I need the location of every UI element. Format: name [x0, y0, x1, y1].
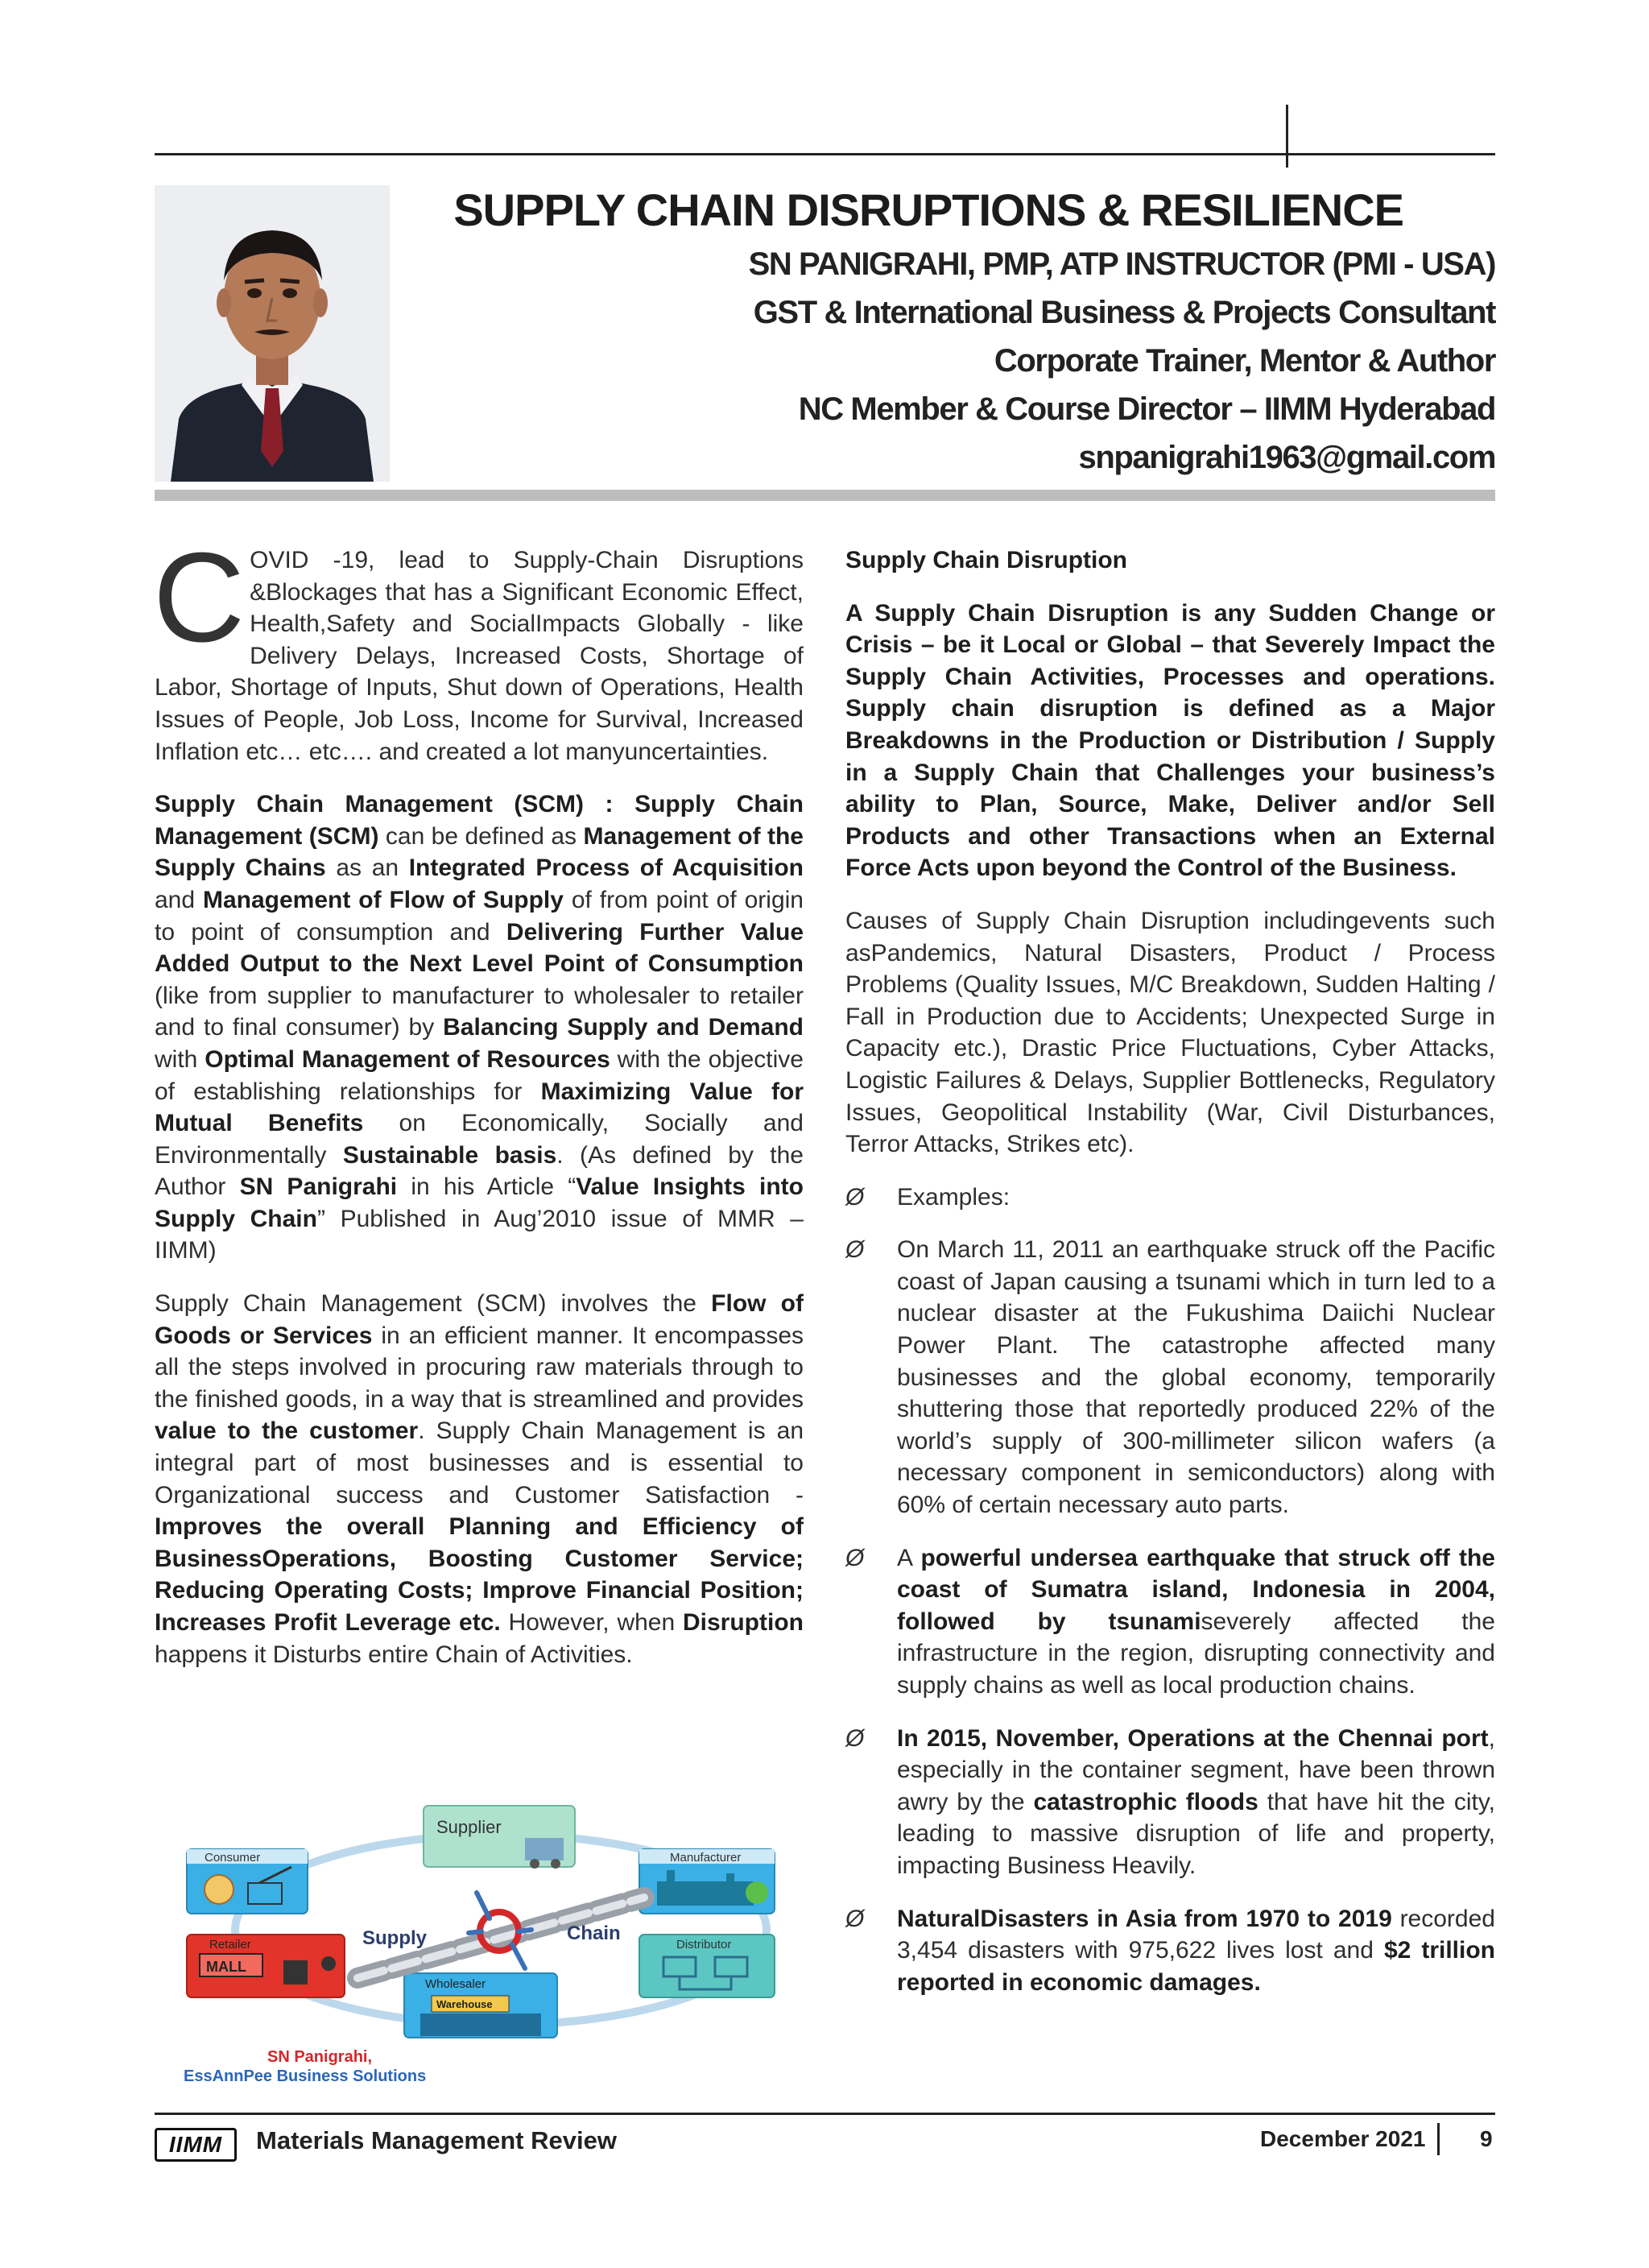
- flow-text-4: However, when: [500, 1609, 683, 1636]
- scm-flow-paragraph: [155, 1288, 804, 1670]
- disruption-heading-text: Supply Chain Disruption: [845, 547, 1127, 573]
- scm-text-4: of from point of origin to point of consumption and: [155, 886, 804, 946]
- supply-chain-diagram: [171, 1802, 815, 2092]
- bullet-mark: Ø: [845, 1183, 865, 1211]
- figure-credit-company: EssAnnPee Business Solutions: [184, 2067, 427, 2085]
- bullet-mark: Ø: [845, 1724, 865, 1752]
- disruption-causes: Causes of Supply Chain Disruption includingevents such asPandemics, Natural Disasters, Product / Process Problems (Quality Issues, M/C Breakdown, Sudden Halting / Fall in Production due to Accidents; Unexpected Surge in Capacity etc.), Drastic Price Fluctuations, Cyber Attacks, Logistic Failures & Delays, Supplier Bottlenecks, Regulatory Issues, Geopolitical Instability (War, Civil Disturbances, Terror Attacks, Strikes etc).: [845, 907, 1495, 1158]
- drop-cap: C: [153, 527, 246, 668]
- scm-bold-2: Management of the Supply Chains: [155, 822, 804, 882]
- scm-text-9: . (As defined by the Author: [155, 1141, 804, 1201]
- figure-credit-name: SN Panigrahi,: [267, 2048, 373, 2066]
- scm-bold-9: Sustainable basis: [342, 1141, 557, 1169]
- wholesaler-label: Wholesaler: [425, 1977, 486, 1991]
- retailer-label: Retailer: [209, 1938, 251, 1951]
- warehouse-sign: Warehouse: [436, 1998, 493, 2010]
- consumer-label: Consumer: [205, 1851, 261, 1864]
- flow-bold-4: Disruption: [683, 1609, 804, 1636]
- article-title: SUPPLY CHAIN DISRUPTIONS & RESILIENCE: [453, 184, 1403, 235]
- wholesaler-node: [404, 1973, 557, 2038]
- asia-bold-2: $2 trillion reported in economic damages.: [897, 1937, 1495, 1996]
- supplier-label: Supplier: [436, 1817, 502, 1837]
- example-sumatra: [845, 1542, 1495, 1702]
- author-role-trainer: Corporate Trainer, Mentor & Author: [994, 343, 1495, 379]
- top-tick-mark: [1286, 105, 1288, 168]
- supplier-node: [424, 1806, 575, 1869]
- iimm-logo: IIMM: [155, 2128, 237, 2162]
- scm-text-5: (like from supplier to manufacturer to wholesaler to retailer and to final consumer) by: [155, 982, 804, 1041]
- flow-text-3: . Supply Chain Management is an integral part of most businesses and is essential to Organizational success and Customer Satisfaction -: [155, 1418, 804, 1509]
- top-rule: [155, 153, 1495, 155]
- author-photo: [155, 185, 390, 482]
- scm-text-2: as an: [325, 855, 409, 882]
- bullet-mark: Ø: [845, 1236, 865, 1264]
- flow-text-5: happens it Disturbs entire Chain of Activities.: [155, 1641, 633, 1668]
- chennai-bold-2: catastrophic floods: [1033, 1788, 1258, 1815]
- right-column: [845, 544, 1495, 2019]
- bullet-mark: Ø: [845, 1544, 865, 1571]
- scm-text-7: with the objective of establishing relationships for: [155, 1045, 804, 1105]
- scm-text-6: with: [155, 1045, 205, 1073]
- intro-text: OVID -19, lead to Supply-Chain Disruptions &Blockages that has a Significant Economic Effect, Health,Safety and SocialImpacts Globally - like Delivery Delays, Increased Costs, Shortage of Labor, Shortage of Inputs, Shut down of Operations, Health Issues of People, Job Loss, Income for Survival, Increased Inflation etc… etc…. and created a lot manyuncertainties.: [155, 547, 804, 765]
- chennai-text-2: that have hit the city, leading to massive disruption of life and property, impacting Business Heavily.: [897, 1788, 1495, 1879]
- asia-text-1: recorded 3,454 disasters with 975,622 lives lost and: [897, 1905, 1495, 1964]
- flow-bold-2: value to the customer: [155, 1418, 419, 1445]
- asia-bold-1: NaturalDisasters in Asia from 1970 to 2019: [897, 1905, 1392, 1932]
- example-japan: [845, 1234, 1495, 1521]
- examples-label: Examples:: [897, 1183, 1010, 1211]
- scm-author-name: SN Panigrahi: [239, 1173, 398, 1201]
- flow-bold-3: Improves the overall Planning and Efficiency of BusinessOperations, Boosting Customer Service; Reducing Operating Costs; Improve Financial Position; Increases Profit Leverage etc.: [155, 1513, 804, 1636]
- disruption-definition-text: A Supply Chain Disruption is any Sudden Change or Crisis – be it Local or Global – that Severely Impact the Supply Chain Activities, Processes and operations. Supply chain disruption is defined as a Major Breakdowns in the Production or Distribution / Supply in a Supply Chain that Challenges your business’s ability to Plan, Source, Make, Deliver and/or Sell Products and other Transactions when an External Force Acts upon beyond the Control of the Business.: [845, 599, 1495, 882]
- scm-bold-7: Optimal Management of Resources: [205, 1045, 610, 1073]
- scm-text-3: and: [155, 886, 203, 913]
- disruption-definition: [845, 598, 1495, 884]
- scm-bold-3: Integrated Process of Acquisition: [408, 855, 804, 882]
- scm-bold-8: Maximizing Value for Mutual Benefits: [155, 1078, 804, 1137]
- distributor-label: Distributor: [676, 1938, 732, 1951]
- example-asia-disasters: [845, 1903, 1495, 1999]
- scm-bold-5: Delivering Further Value Added Output to the Next Level Point of Consumption: [155, 918, 804, 978]
- scm-text-1: can be defined as: [378, 822, 584, 850]
- consumer-node: [187, 1849, 308, 1914]
- footer-rule: [155, 2113, 1495, 2115]
- retailer-node: [187, 1935, 345, 1997]
- author-role-director: NC Member & Course Director – IIMM Hyderabad: [798, 391, 1495, 427]
- issue-date: December 2021: [1260, 2126, 1426, 2151]
- scm-term: Supply Chain Management (SCM) : Supply Chain Management (SCM): [155, 791, 804, 850]
- scm-bold-6: Balancing Supply and Demand: [443, 1014, 804, 1041]
- disruption-heading: [845, 544, 1495, 577]
- sumatra-bold: powerful undersea earthquake that struck off the coast of Sumatra island, Indonesia in 2004, followed by tsunami: [897, 1544, 1495, 1635]
- scm-text-8: on Economically, Socially and Environmentally: [155, 1110, 804, 1169]
- chennai-bold-1: In 2015, November, Operations at the Chennai port: [897, 1724, 1489, 1752]
- scm-text-11: ” Published in Aug’2010 issue of MMR – IIMM): [155, 1205, 804, 1264]
- example-chennai: [845, 1723, 1495, 1882]
- flow-bold-1: Flow of Goods or Services: [155, 1290, 804, 1349]
- scm-bold-4: Management of Flow of Supply: [202, 886, 564, 913]
- flow-text-1: Supply Chain Management (SCM) involves the: [155, 1290, 712, 1318]
- chain-word: Chain: [567, 1922, 621, 1944]
- examples-bullet: [845, 1182, 1495, 1214]
- journal-name: Materials Management Review: [256, 2126, 617, 2154]
- bullet-mark: Ø: [845, 1905, 865, 1932]
- page-number: 9: [1480, 2126, 1493, 2151]
- example-japan-text: On March 11, 2011 an earthquake struck off the Pacific coast of Japan causing a tsunami which in turn led to a nuclear disaster at the Fukushima Daiichi Nuclear Power Plant. The catastrophe affected many businesses and the global economy, temporarily shuttering those that reportedly produced 22% of the world’s supply of 300-millimeter silicon wafers (a necessary component in semiconductors) along with 60% of certain necessary auto parts.: [897, 1236, 1495, 1519]
- sumatra-text-1: A: [897, 1544, 921, 1571]
- supply-word: Supply: [362, 1927, 428, 1949]
- manufacturer-label: Manufacturer: [670, 1851, 742, 1864]
- scm-definition-paragraph: [155, 788, 804, 1267]
- sumatra-text-2: severely affected the infrastructure in the region, disrupting connectivity and supply chains as well as local production chains.: [897, 1608, 1495, 1699]
- header-divider-band: [155, 490, 1495, 501]
- flow-text-2: in an efficient manner. It encompasses all the steps involved in procuring raw materials through to the finished goods, in a way that is streamlined and provides: [155, 1322, 804, 1413]
- left-column: [153, 527, 804, 1691]
- mall-sign: MALL: [206, 1959, 246, 1975]
- scm-text-10: in his Article “: [397, 1173, 577, 1201]
- intro-paragraph: [153, 527, 804, 768]
- footer-separator: [1437, 2123, 1440, 2155]
- author-role-consultant: GST & International Business & Projects Consultant: [753, 295, 1495, 330]
- chennai-text-1: , especially in the container segment, have been thrown awry by the: [897, 1724, 1495, 1815]
- manufacturer-node: [639, 1849, 775, 1914]
- author-name: SN PANIGRAHI, PMP, ATP INSTRUCTOR (PMI - USA): [748, 246, 1495, 282]
- author-email: snpanigrahi1963@gmail.com: [1078, 440, 1495, 475]
- distributor-node: [639, 1935, 775, 1997]
- scm-article-title: Value Insights into Supply Chain: [155, 1173, 804, 1232]
